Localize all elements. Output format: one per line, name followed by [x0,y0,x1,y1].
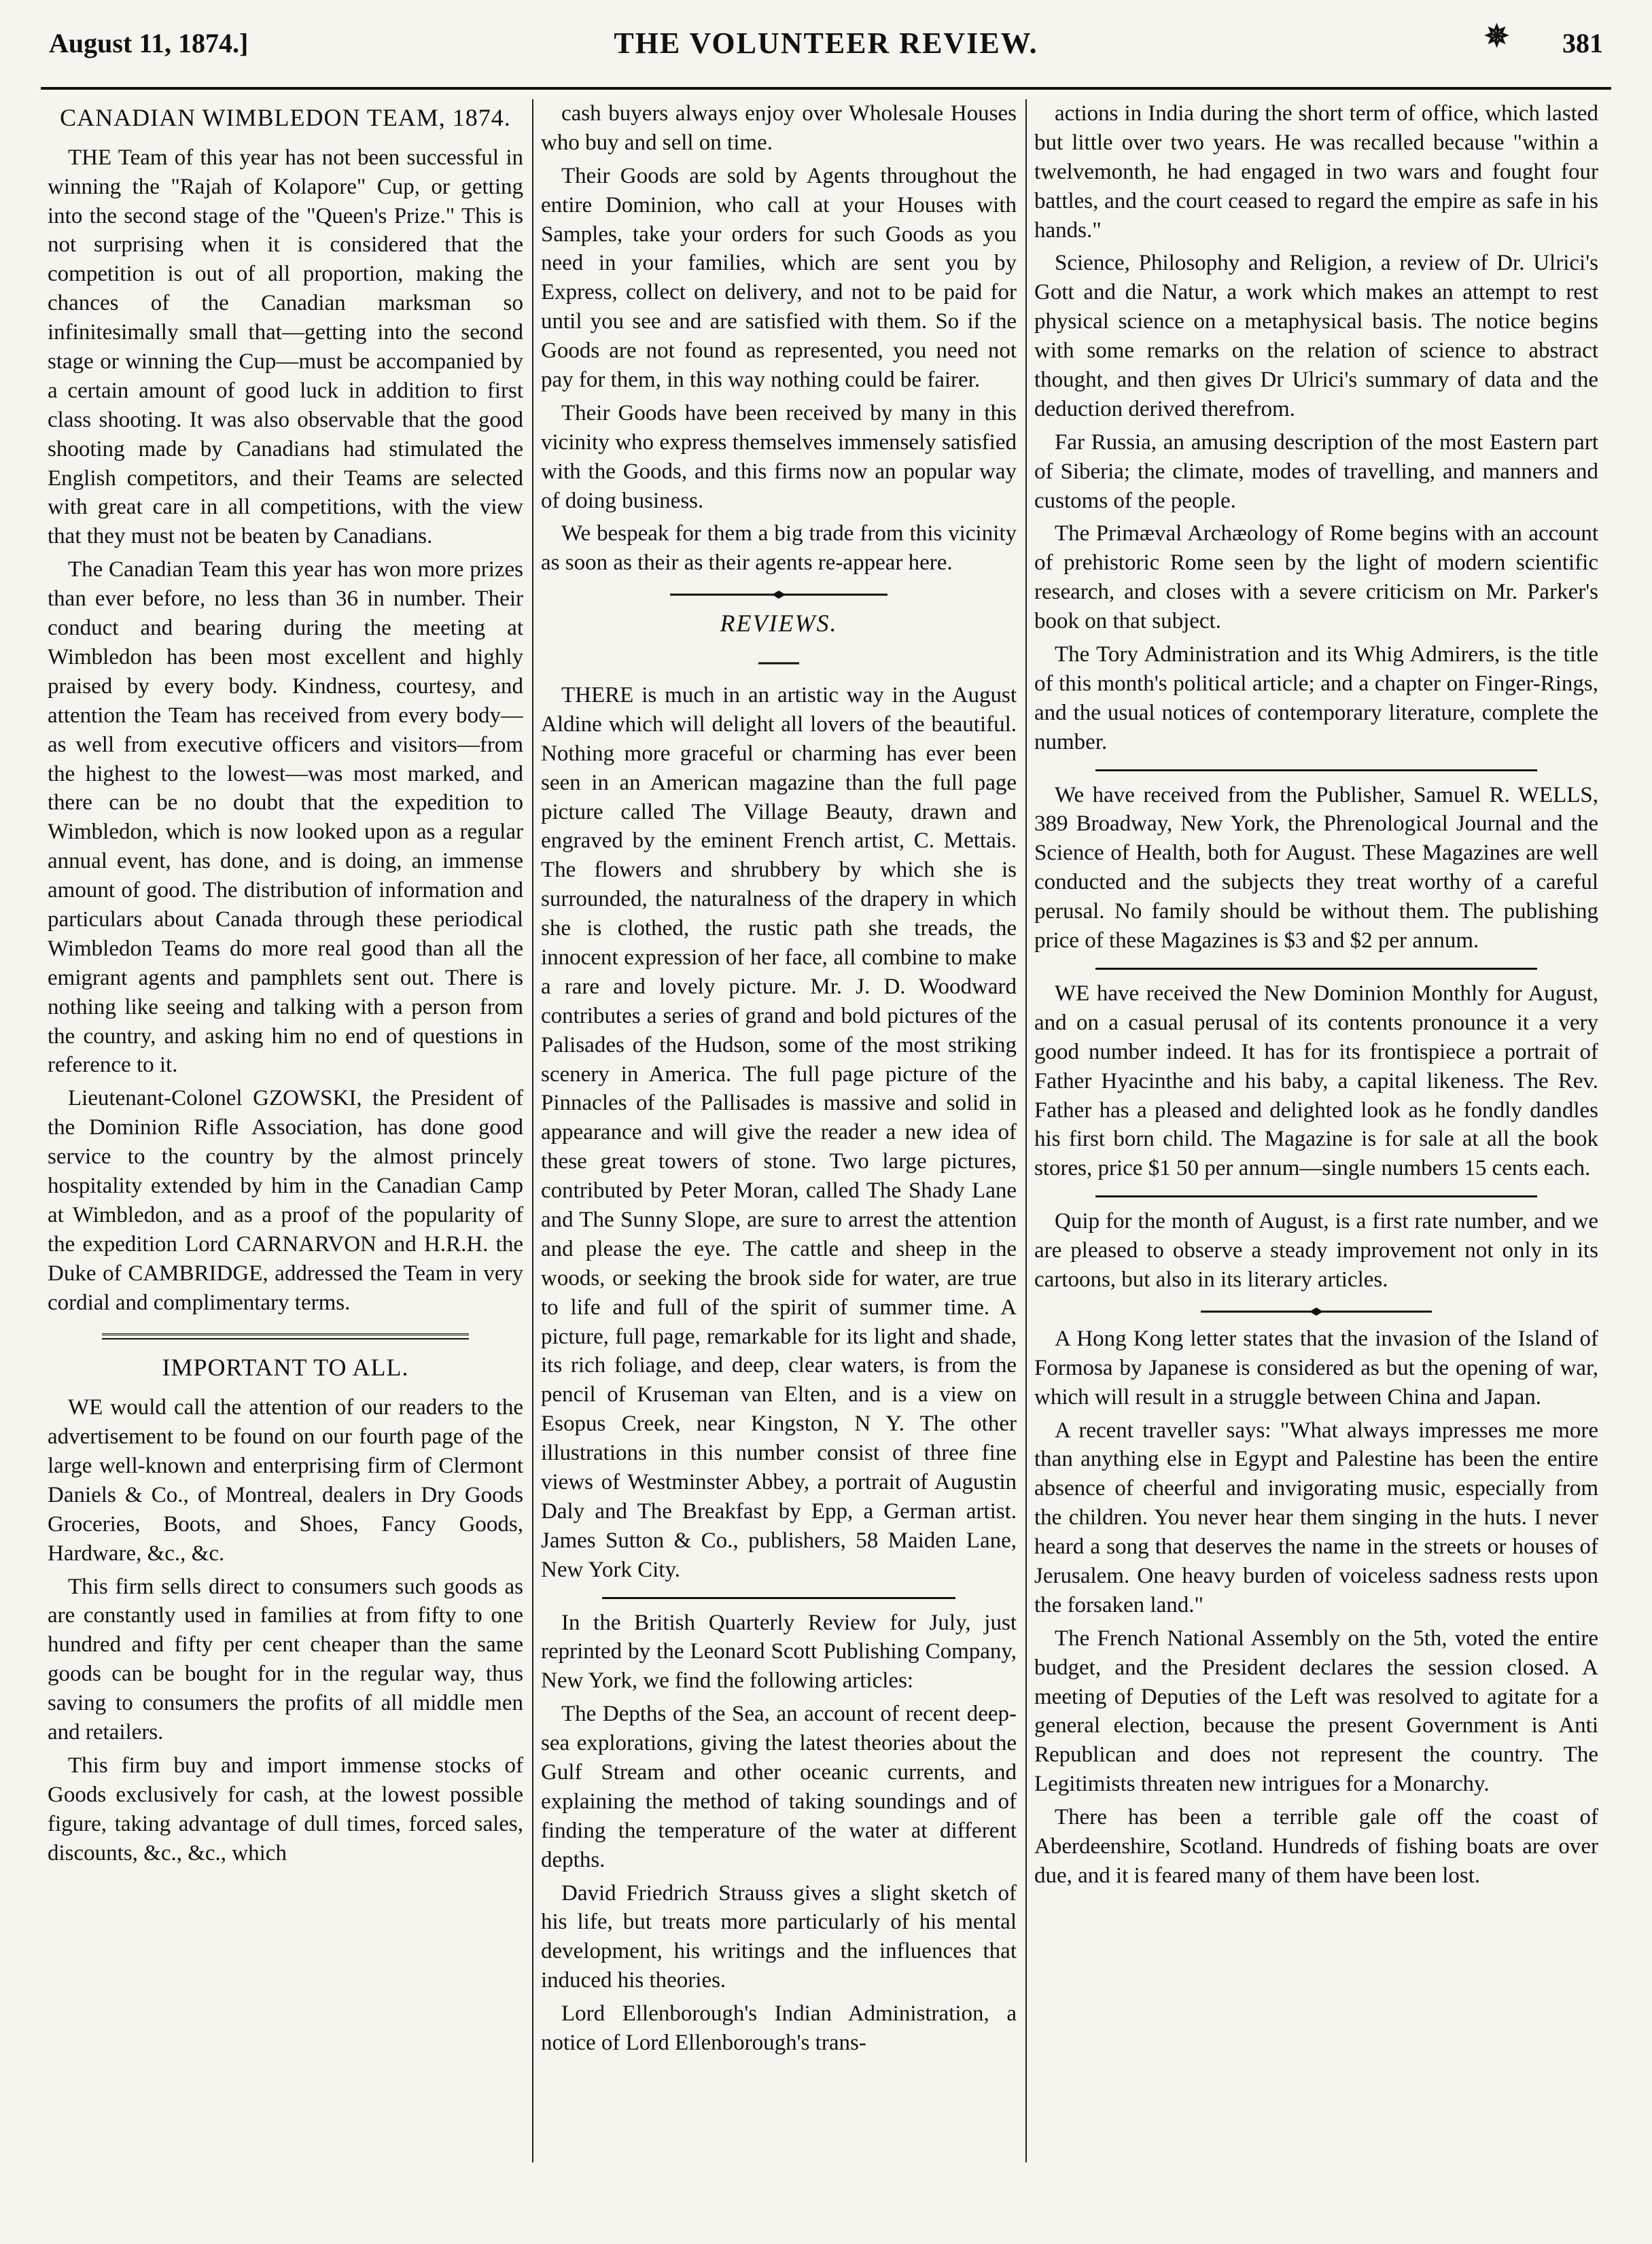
header-rule [41,87,1611,90]
article-paragraph: David Friedrich Strauss gives a slight sketch of his life, but treats more particularly of his mental development, his writings and the influences that induced his theories. [541,1880,1017,1993]
article-paragraph: Quip for the month of August, is a first rate number, and we are pleased to observe a steady improvement not only in its cartoons, but also in its literary articles. [1034,1209,1598,1292]
article-paragraph: actions in India during the short term of office, which lasted but little over two years. He was recalled because "within a twelvemonth, he had engaged in two wars and fought four battles, and the court ceased to regard the empire as safe in his hands." [1034,101,1598,243]
section-rule [602,1597,955,1599]
column-divider [1025,99,1027,2162]
article-paragraph: This firm buy and import immense stocks of Goods exclusively for cash, at the lowest possible figure, taking advantage of dull times, forced sales, discounts, &c., &c., which [48,1753,523,1865]
section-heading: REVIEWS. [720,610,838,637]
article-paragraph: Lord Ellenborough's Indian Administration, a notice of Lord Ellenborough's trans- [541,2001,1017,2056]
header-date: August 11, 1874.] [49,28,249,58]
section-rule [102,1333,469,1339]
article-headline: IMPORTANT TO ALL. [162,1354,409,1382]
article-headline: CANADIAN WIMBLEDON TEAM, 1874. [60,104,511,131]
page-header [41,19,1611,67]
article-paragraph: The Tory Administration and its Whig Admirers, is the title of this month's political article; and a chapter on Finger-Rings, and the usual notices of contemporary literature, complete the number. [1034,642,1598,754]
column-3 [1034,99,1598,2217]
article-paragraph: The Depths of the Sea, an account of recent deep-sea explorations, giving the latest theories about the Gulf Stream and other oceanic currents, and explaining the method of taking soundings and of finding the temperature of the water at different depths. [541,1702,1017,1872]
article-paragraph: Science, Philosophy and Religion, a review of Dr. Ulrici's Gott and die Natur, a work which makes an attempt to rest physical science on a metaphysical basis. The notice begins with some remarks on the relation of science to abstract thought, and then gives Dr Ulrici's summary of data and the deduction derived therefrom. [1034,251,1598,421]
article-paragraph: cash buyers always enjoy over Wholesale Houses who buy and sell on time. [541,101,1017,155]
section-rule [1095,1195,1537,1197]
article-paragraph: WE have received the New Dominion Monthly for August, and on a casual perusal of its contents pronounce it a very good number indeed. It has for its frontispiece a portrait of Father Hyacinthe and his baby, a capital likeness. The Rev. Father has a pleased and delighted look as he fondly dandles his first born child. The Magazine is for sale at all the book stores, price $1 50 per annum—single numbers 15 cents each. [1034,981,1598,1181]
ornament-rule-icon [1034,1307,1598,1316]
article-paragraph: Lieutenant-Colonel GZOWSKI, the President of the Dominion Rifle Association, has done good service to the country by the almost princely hospitality extended by him in the Canadian Camp at Wimbledon, and as a proof of the popularity of the expedition Lord CARNARVON and H.R.H. the Duke of CAMBRIDGE, addressed the Team in very cordial and complimentary terms. [48,1086,523,1315]
column-1 [48,99,523,2217]
column-divider [532,99,533,2162]
article-paragraph: This firm sells direct to consumers such goods as are constantly used in families at from fifty to one hundred and fifty per cent cheaper than the same goods can be bought for in the regular way, thus saving to consumers the profits of all middle men and retailers. [48,1574,523,1745]
header-title: THE VOLUNTEER REVIEW. [614,27,1038,60]
article-paragraph: The Canadian Team this year has won more prizes than ever before, no less than 36 in number. Their conduct and bearing during the meeting at Wimbledon has been most excellent and highly praised by every body. Kindness, courtesy, and attention the Team has received from every body—as well from executive officers and visitors—from the highest to the lowest—was most marked, and there can be no doubt that the expedition to Wimbledon, which is now looked upon as a regular annual event, has done, and is doing, an immense amount of good. The distribution of information and particulars about Canada through these periodical Wimbledon Teams do more real good than all the emigrant agents and pamphlets sent out. There is nothing like seeing and talking with a person from the country, and asking him no end of questions in reference to it. [48,557,523,1078]
ornament-rule-icon [541,590,1017,599]
short-dash-icon [541,645,1017,674]
article-paragraph: A recent traveller says: "What always impresses me more than anything else in Egypt and Palestine has been the entire absence of cheerful and invigorating music, especially from the children. You never hear them singing in the huts. I never heard a song that deserves the name in the streets or houses of Jerusalem. One heavy burden of voiceless sadness rests upon the forsaken land." [1034,1418,1598,1617]
article-paragraph: THERE is much in an artistic way in the August Aldine which will delight all lovers of the beautiful. Nothing more graceful or charming has ever been seen in an American magazine than the full page picture called The Village Beauty, drawn and engraved by the eminent French artist, C. Mettais. The flowers and shrubbery by which she is surrounded, the naturalness of the drapery in which she is clothed, the rustic path she treads, the innocent expression of her face, all combine to make a rare and lovely picture. Mr. J. D. Woodward contributes a series of grand and bold pictures of the Palisades of the Hudson, some of the most striking scenery in America. The full page picture of the Pinnacles of the Pallisades is massive and solid in appearance and will give the reader a new idea of these great towers of stone. Two large pictures, contributed by Peter Moran, called The Shady Lane and The Sunny Slope, are sure to arrest the attention and please the eye. The cattle and sheep in the woods, or seeking the brook side for water, are true to life and full of the spirit of summer time. A picture, full page, remarkable for its light and shade, its rich foliage, and deep, clear waters, is from the pencil of Kruseman van Elten, and is a view on Esopus Creek, near Kingston, N Y. The other illustrations in this number consist of three fine views of Westminster Abbey, a portrait of Augustin Daly and The Breakfast by Epp, a German artist. James Sutton & Co., publishers, 58 Maiden Lane, New York City. [541,682,1017,1582]
article-paragraph: There has been a terrible gale off the coast of Aberdeenshire, Scotland. Hundreds of fishing boats are over due, and it is feared many of them have been lost. [1034,1805,1598,1888]
article-paragraph: Far Russia, an amusing description of the most Eastern part of Siberia; the climate, modes of travelling, and manners and customs of the people. [1034,429,1598,513]
article-paragraph: The Primæval Archæology of Rome begins with an account of prehistoric Rome seen by the light of modern scientific research, and closes with a severe criticism on Mr. Parker's book on that subject. [1034,521,1598,634]
article-paragraph: THE Team of this year has not been successful in winning the "Rajah of Kolapore" Cup, or getting into the second stage of the "Queen's Prize." This is not surprising when it is considered that the competition is out of all proportion, making the chances of the Canadian marksman so infinitesimally small that—getting into the second stage or winning the Cup—must be accompanied by a certain amount of good luck in addition to first class shooting. It was also observable that the good shooting made by Canadians had stimulated the English competitors, and their Teams are selected with great care in all competitions, with the view that they must not be beaten by Canadians. [48,145,523,549]
article-paragraph: We bespeak for them a big trade from this vicinity as soon as their as their agents re-appear here. [541,521,1017,576]
article-paragraph: Their Goods have been received by many in this vicinity who express themselves immensely satisfied with the Goods, and this firms now an popular way of doing business. [541,400,1017,513]
section-rule [1095,968,1537,970]
page-number: 381 [1562,28,1603,58]
article-paragraph: We have received from the Publisher, Samuel R. WELLS, 389 Broadway, New York, the Phrenological Journal and the Science of Health, both for August. These Magazines are well conducted and the subjects they treat worthy of a careful perusal. No family should be without them. The publishing price of these Magazines is $3 and $2 per annum. [1034,782,1598,953]
section-rule [1095,769,1537,771]
column-2 [541,99,1017,2217]
article-paragraph: WE would call the attention of our readers to the advertisement to be found on our fourth page of the large well-known and enterprising firm of Clermont Daniels & Co., of Montreal, dealers in Dry Goods Groceries, Boots, and Shoes, Fancy Goods, Hardware, &c., &c. [48,1395,523,1566]
article-paragraph: A Hong Kong letter states that the invasion of the Island of Formosa by Japanese is considered as but the opening of war, which will result in a struggle between China and Japan. [1034,1326,1598,1409]
star-ornament-icon: ✵ [1484,20,1509,53]
article-paragraph: In the British Quarterly Review for July, just reprinted by the Leonard Scott Publishing Company, New York, we find the following articles: [541,1610,1017,1694]
article-paragraph: Their Goods are sold by Agents throughout the entire Dominion, who call at your Houses with Samples, take your orders for such Goods as you need in your families, which are sent you by Express, collect on delivery, and not to be paid for until you see and are satisfied with them. So if the Goods are not found as represented, you need not pay for them, in this way nothing could be fairer. [541,163,1017,393]
article-paragraph: The French National Assembly on the 5th, voted the entire budget, and the President declares the session closed. A meeting of Deputies of the Left was resolved to agitate for a general election, because the present Government is Anti Republican and does not represent the country. The Legitimists threaten new intrigues for a Monarchy. [1034,1626,1598,1797]
